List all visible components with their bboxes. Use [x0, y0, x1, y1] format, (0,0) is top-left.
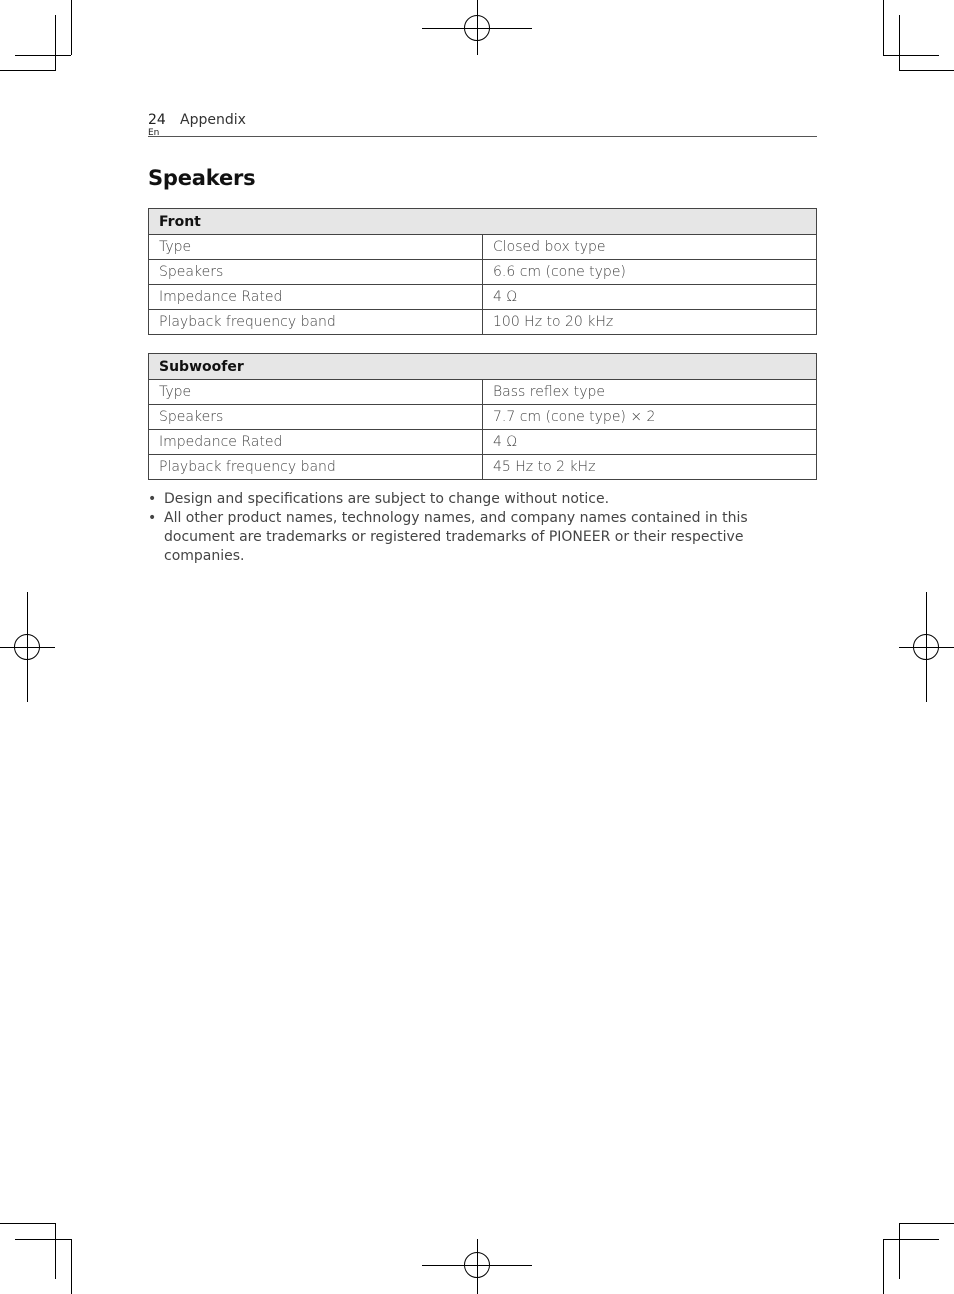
list-item [148, 490, 817, 509]
note-text: Design and specifications are subject to change without notice. [164, 491, 610, 507]
section-label: Appendix [180, 112, 246, 128]
page-title: Speakers [148, 166, 256, 190]
notes-list [148, 490, 817, 566]
row-value: 4 Ω [483, 285, 817, 310]
row-value: 45 Hz to 2 kHz [483, 455, 817, 480]
table-heading: Front [149, 209, 817, 235]
table-row [149, 430, 817, 455]
table-row [149, 405, 817, 430]
row-value: 4 Ω [483, 430, 817, 455]
row-label: Playback frequency band [149, 310, 483, 335]
note-text: All other product names, technology names, and company names contained in this document are trademarks or registered trademarks of PIONEER or their respective companies. [164, 510, 748, 564]
row-label: Impedance Rated [149, 430, 483, 455]
table-row [149, 380, 817, 405]
table-row [149, 455, 817, 480]
row-value: 7.7 cm (cone type) × 2 [483, 405, 817, 430]
row-label: Type [149, 235, 483, 260]
list-item [148, 509, 817, 566]
bullet-icon: • [148, 510, 157, 526]
row-value: 100 Hz to 20 kHz [483, 310, 817, 335]
row-label: Speakers [149, 405, 483, 430]
row-label: Playback frequency band [149, 455, 483, 480]
row-value: 6.6 cm (cone type) [483, 260, 817, 285]
row-label: Speakers [149, 260, 483, 285]
front-spec-table [148, 208, 817, 335]
row-label: Type [149, 380, 483, 405]
bullet-icon: • [148, 491, 157, 507]
table-row [149, 285, 817, 310]
table-row [149, 235, 817, 260]
row-value: Closed box type [483, 235, 817, 260]
row-value: Bass reflex type [483, 380, 817, 405]
subwoofer-spec-table [148, 353, 817, 480]
table-row [149, 310, 817, 335]
table-heading: Subwoofer [149, 354, 817, 380]
table-row [149, 260, 817, 285]
page-header [148, 112, 817, 137]
language-code: En [148, 128, 160, 138]
row-label: Impedance Rated [149, 285, 483, 310]
page-number: 24 [148, 112, 166, 128]
